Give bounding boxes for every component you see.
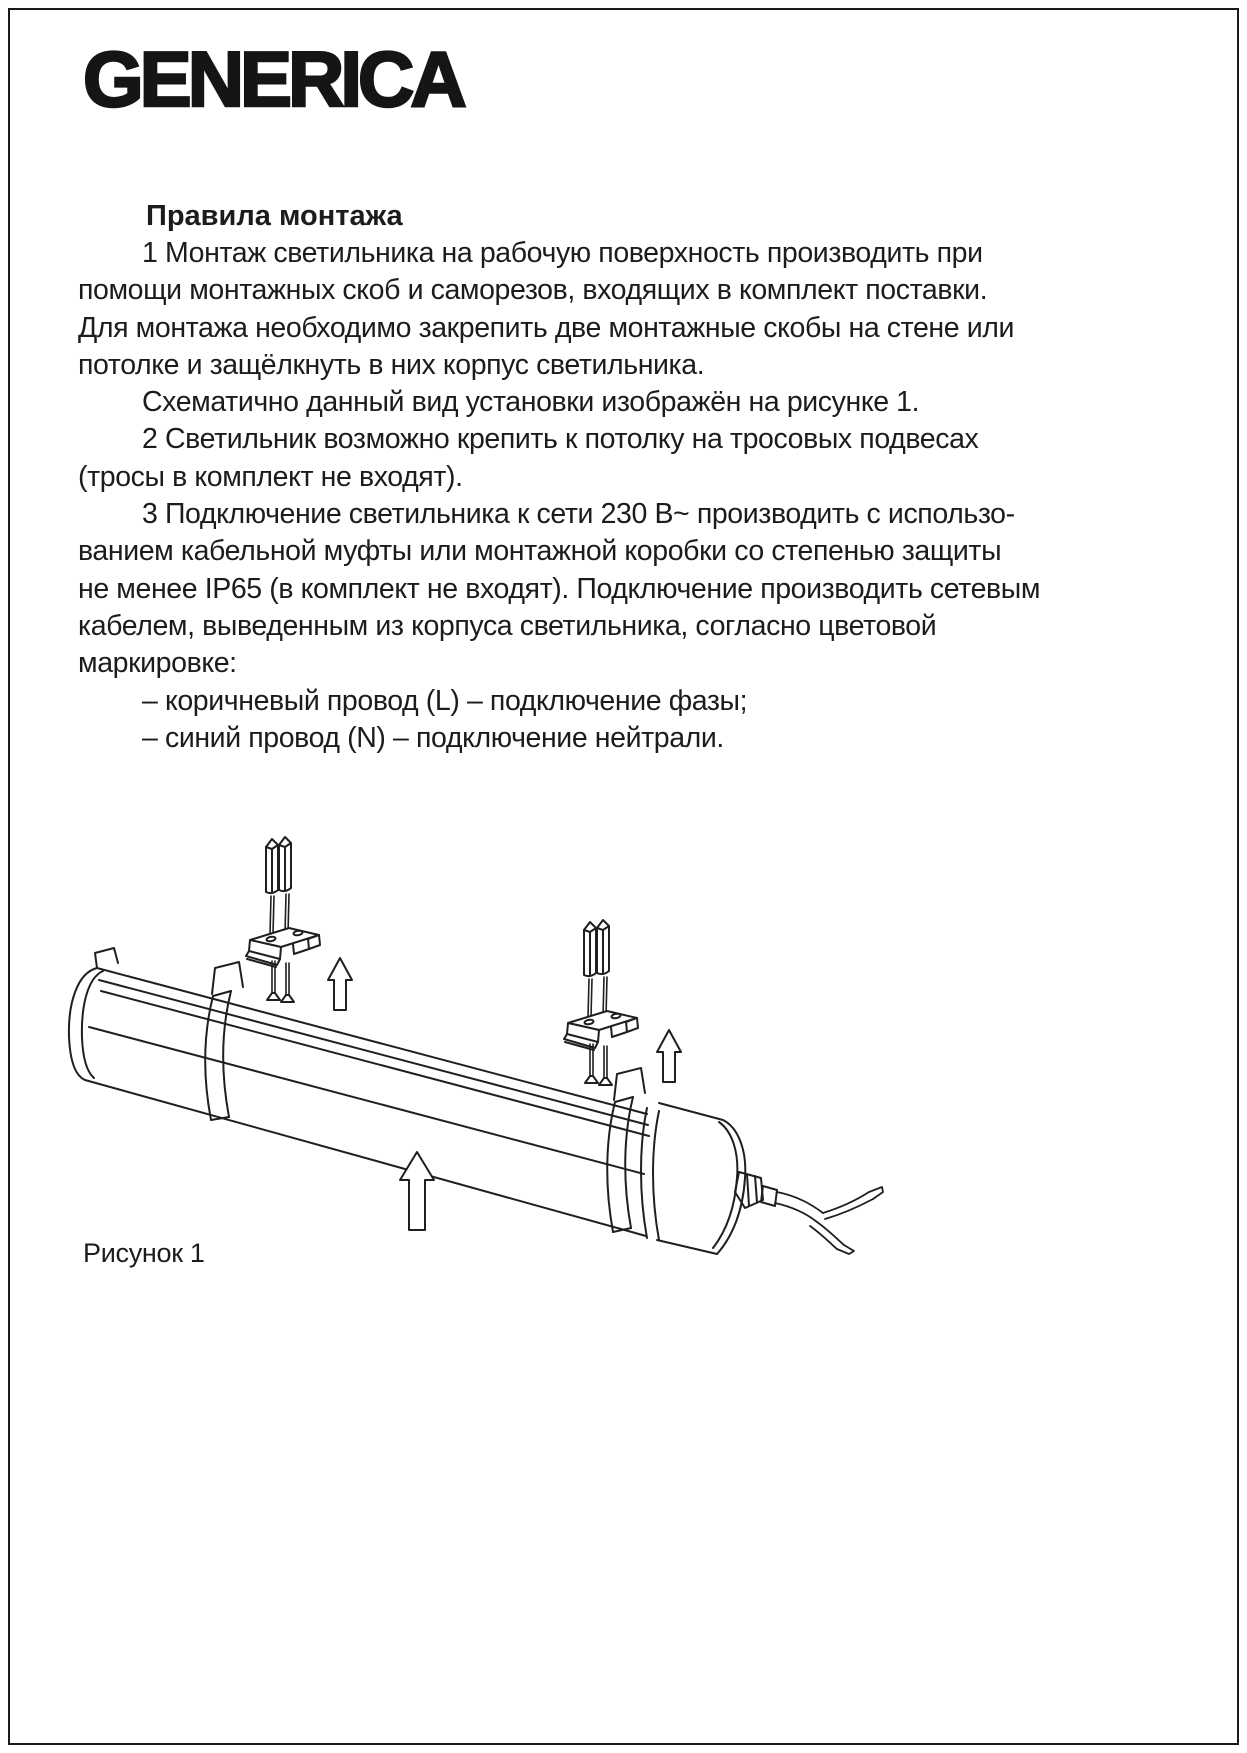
figure-caption: Рисунок 1 — [83, 1238, 205, 1268]
body-line: (тросы в комплект не входят). — [78, 460, 463, 493]
mounting-bracket-1 — [246, 837, 320, 1002]
brand-logo: GENERICA — [83, 35, 463, 123]
figure-1 — [55, 740, 935, 1270]
power-cable — [775, 1187, 883, 1254]
section-heading: Правила монтажа — [146, 200, 403, 232]
body-text — [78, 235, 1178, 757]
body-line: кабелем, выведенным из корпуса светильника, согласно цветовой — [78, 609, 937, 642]
cable-gland-icon — [735, 1172, 777, 1208]
body-line: не менее IP65 (в комплект не входят). Подключение производить сетевым — [78, 572, 1041, 605]
strap-collar — [205, 962, 243, 1120]
body-line: потолке и защёлкнуть в них корпус светильника. — [78, 348, 705, 381]
arrow-up-large-icon — [400, 1152, 434, 1230]
arrow-up-icon — [657, 1030, 681, 1082]
mounting-bracket-2 — [564, 920, 638, 1085]
body-line: Схематично данный вид установки изображён на рисунке 1. — [142, 386, 920, 419]
body-line: 2 Светильник возможно крепить к потолку на тросовых подвесах — [142, 423, 979, 456]
body-line: – коричневый провод (L) – подключение фазы; — [142, 684, 748, 717]
body-line: – синий провод (N) – подключение нейтрали. — [142, 721, 724, 754]
body-line: Для монтажа необходимо закрепить две монтажные скобы на стене или — [78, 311, 1015, 344]
strap-collar — [607, 1068, 645, 1232]
installation-drawing — [55, 740, 935, 1270]
body-line: помощи монтажных скоб и саморезов, входящих в комплект поставки. — [78, 274, 988, 307]
luminaire-tube — [69, 948, 883, 1254]
body-line: 1 Монтаж светильника на рабочую поверхность производить при — [142, 237, 983, 269]
body-line: ванием кабельной муфты или монтажной коробки со степенью защиты — [78, 535, 1002, 568]
end-cap — [641, 1103, 745, 1254]
body-line: 3 Подключение светильника к сети 230 В~ производить с использо- — [142, 498, 1015, 531]
arrow-up-icon — [328, 958, 352, 1010]
body-line: маркировке: — [78, 647, 237, 680]
